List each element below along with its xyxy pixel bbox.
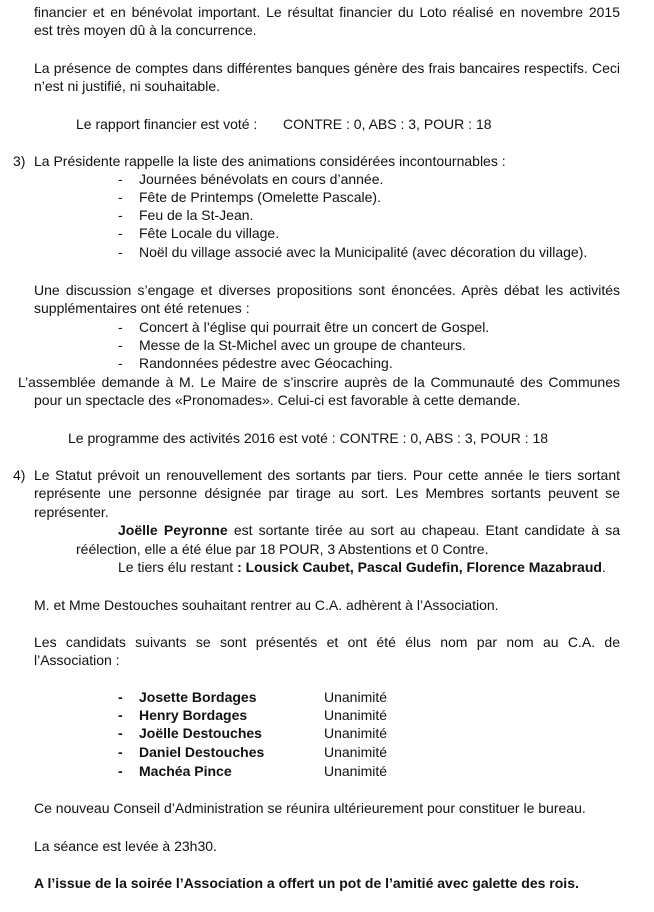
bullet-dash: - [118, 207, 123, 223]
council-sentence: Ce nouveau Conseil d’Administration se réunira ultérieurement pour constituer le bureau. [34, 800, 586, 816]
elected-name: Machéa Pince [139, 763, 232, 779]
discussion-paragraph-line: Une discussion s’engage et diverses propositions sont énoncées. Après débat les activités [34, 282, 620, 298]
bullet-dash: - [118, 355, 123, 371]
financial-vote-result: CONTRE : 0, ABS : 3, POUR : 18 [283, 116, 492, 132]
activities-vote: Le programme des activités 2016 est voté : CONTRE : 0, ABS : 3, POUR : 18 [68, 430, 549, 446]
elected-result: Unanimité [324, 763, 388, 779]
tiers-end: . [601, 559, 606, 575]
elected-result: Unanimité [324, 689, 388, 705]
statut-paragraph-line: représenter. [34, 504, 109, 520]
assembly-paragraph-line: pour un spectacle des «Pronomades». Celui-ci est favorable à cette demande. [34, 392, 521, 408]
tiers-label: Le tiers élu restant [118, 559, 238, 575]
banks-paragraph-line: n’est ni justifié, ni souhaitable. [34, 78, 220, 94]
list-item-text: Messe de la St-Michel avec un groupe de chanteurs. [139, 337, 466, 353]
section-3-intro: La Présidente rappelle la liste des animations considérées incontournables : [34, 153, 506, 169]
section-number: 4) [13, 467, 26, 483]
statut-paragraph-line: Le Statut prévoit un renouvellement des sortants par tiers. Pour cette année le tiers sortant [34, 467, 620, 483]
list-item-text: Noël du village associé avec la Municipalité (avec décoration du village). [139, 244, 588, 260]
assembly-paragraph-line: L’assemblée demande à M. Le Maire de s’inscrire auprès de la Communauté des Communes [18, 374, 620, 390]
finance-text-line: financier et en bénévolat important. Le résultat financier du Loto réalisé en novembre 2015 [34, 4, 620, 20]
discussion-paragraph-line: supplémentaires ont été retenues : [34, 300, 250, 316]
candidates-paragraph-line: Les candidats suivants se sont présentés et ont été élus nom par nom au C.A. de [34, 634, 620, 650]
destouches-sentence: M. et Mme Destouches souhaitant rentrer au C.A. adhèrent à l’Association. [34, 597, 499, 613]
joelle-text: est sortante tirée au sort au chapeau. Etant candidate à sa [227, 522, 620, 538]
final-sentence: A l’issue de la soirée l’Association a offert un pot de l’amitié avec galette des rois. [34, 875, 579, 891]
financial-vote-label: Le rapport financier est voté : [76, 116, 258, 132]
tiers-line [118, 558, 606, 576]
statut-paragraph-line: représente une personne désignée par tirage au sort. Les Membres sortants peuvent se [34, 485, 620, 501]
finance-text-line: est très moyen dû à la concurrence. [34, 22, 257, 38]
bullet-dash: - [118, 171, 123, 187]
bullet-dash: - [118, 337, 123, 353]
bullet-dash: - [118, 744, 123, 760]
elected-result: Unanimité [324, 707, 388, 723]
bullet-dash: - [118, 707, 123, 723]
elected-name: Henry Bordages [139, 707, 248, 723]
list-item-text: Fête de Printemps (Omelette Pascale). [139, 189, 381, 205]
banks-paragraph-line: La présence de comptes dans différentes banques génère des frais bancaires respectifs. Ceci [34, 60, 620, 76]
list-item-text: Concert à l’église qui pourrait être un concert de Gospel. [139, 319, 490, 335]
elected-result: Unanimité [324, 725, 388, 741]
bullet-dash: - [118, 319, 123, 335]
bullet-dash: - [118, 725, 123, 741]
elected-name: Joëlle Destouches [139, 725, 262, 741]
list-item-text: Fête Locale du village. [139, 225, 280, 241]
joelle-name: Joëlle Peyronne [118, 522, 228, 538]
section-number: 3) [13, 153, 26, 169]
reelection-line: réélection, elle a été élue par 18 POUR, 3 Abstentions et 0 Contre. [76, 541, 489, 557]
joelle-sentence [118, 521, 620, 539]
list-item-text: Feu de la St-Jean. [139, 207, 254, 223]
candidates-paragraph-line: l’Association : [34, 652, 120, 668]
elected-name: Josette Bordages [139, 689, 257, 705]
tiers-names: : Lousick Caubet, Pascal Gudefin, Florence Mazabraud [237, 559, 602, 575]
bullet-dash: - [118, 689, 123, 705]
bullet-dash: - [118, 244, 123, 260]
elected-result: Unanimité [324, 744, 388, 760]
bullet-dash: - [118, 225, 123, 241]
bullet-dash: - [118, 763, 123, 779]
list-item-text: Randonnées pédestre avec Géocaching. [139, 355, 393, 371]
elected-name: Daniel Destouches [139, 744, 265, 760]
list-item-text: Journées bénévolats en cours d’année. [139, 171, 384, 187]
closing-sentence: La séance est levée à 23h30. [34, 838, 217, 854]
bullet-dash: - [118, 189, 123, 205]
